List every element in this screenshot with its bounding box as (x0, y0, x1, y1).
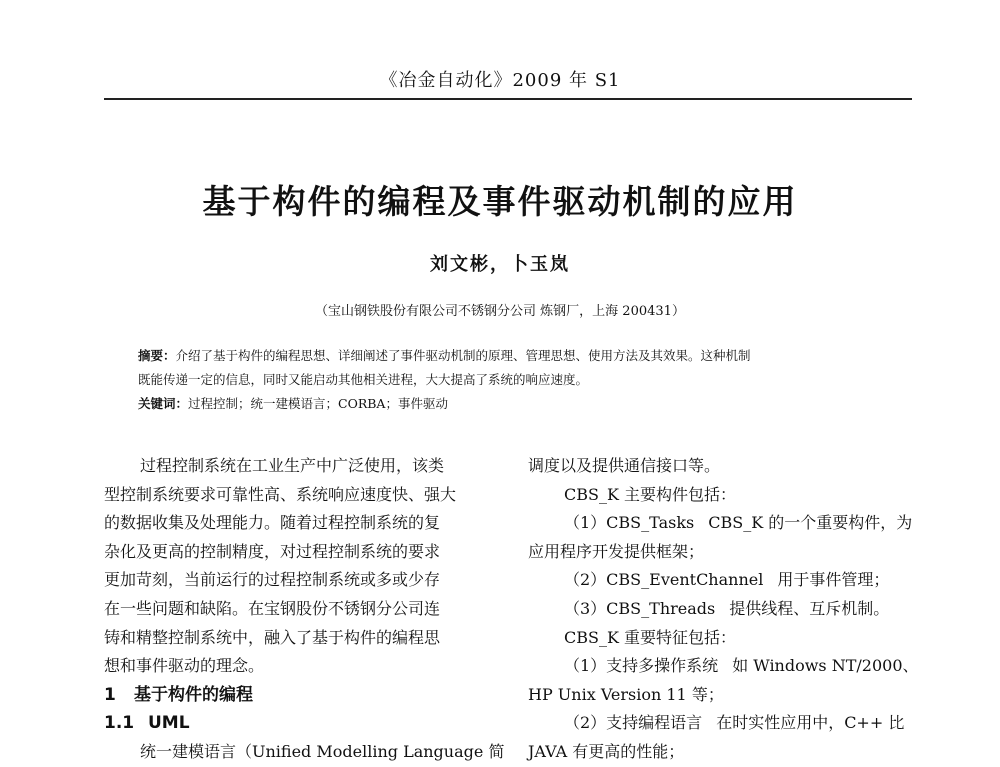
affiliation: （宝山钢铁股份有限公司不锈钢分公司 炼钢厂，上海 200431） (315, 304, 685, 319)
body-line (528, 652, 928, 681)
body-line: 型控制系统要求可靠性高、系统响应速度快、强大 (104, 484, 457, 504)
abstract-text-1: 介绍了基于构件的编程思想、详细阐述了事件驱动机制的原理、管理思想、使用方法及其效果。这种机制 (175, 348, 751, 363)
abstract-line-1 (138, 344, 898, 368)
body-line (528, 509, 928, 538)
item-term: （2）CBS_EventChannel (564, 570, 764, 590)
right-column (528, 452, 928, 767)
body-line: JAVA 有更高的性能； (528, 741, 685, 761)
body-line: CBS_K 主要构件包括： (564, 484, 737, 504)
body-line: 统一建模语言（Unified Modelling Language 简 (140, 741, 505, 761)
section-1-title: 基于构件的编程 (134, 684, 253, 705)
keywords-text: 过程控制；统一建模语言；CORBA；事件驱动 (188, 396, 448, 411)
left-column (104, 452, 505, 767)
item-desc: 在时实性应用中，C++ 比 (716, 713, 905, 733)
keywords-line (138, 392, 898, 416)
abstract-line-2: 既能传递一定的信息，同时又能启动其他相关进程，大大提高了系统的响应速度。 (138, 372, 589, 387)
body-line (528, 595, 928, 624)
body-line: 调度以及提供通信接口等。 (528, 456, 721, 475)
section-1-number: 1 (104, 684, 116, 705)
abstract (138, 344, 898, 416)
body-line (528, 709, 928, 738)
item-desc: CBS_K 的一个重要构件，为 (708, 513, 913, 533)
body-line: 杂化及更高的控制精度，对过程控制系统的要求 (104, 541, 441, 561)
item-term: （1）CBS_Tasks (564, 513, 695, 533)
body-line: CBS_K 重要特征包括： (564, 627, 737, 647)
section-1-heading (104, 681, 500, 710)
section-1-1-number: 1.1 (104, 713, 135, 734)
item-desc: 提供线程、互斥机制。 (729, 598, 890, 618)
authors: 刘文彬，卜玉岚 (430, 254, 570, 275)
item-term: （1）支持多操作系统 (564, 656, 719, 676)
body-line: 过程控制系统在工业生产中广泛使用，该类 (140, 456, 445, 475)
body-line: 更加苛刻，当前运行的过程控制系统或多或少存 (104, 570, 441, 590)
header-rule (104, 98, 912, 100)
item-term: （2）支持编程语言 (564, 713, 703, 733)
item-desc: 如 Windows NT/2000、 (732, 656, 919, 676)
journal-header: 《冶金自动化》2009 年 S1 (379, 70, 621, 91)
body-line (528, 566, 928, 595)
keywords-label: 关键词： (138, 396, 189, 411)
body-line: 想和事件驱动的理念。 (104, 656, 265, 676)
paper-title: 基于构件的编程及事件驱动机制的应用 (202, 182, 798, 221)
body-line: 的数据收集及处理能力。随着过程控制系统的复 (104, 513, 441, 533)
section-1-1-title: UML (148, 713, 190, 734)
body-line: 铸和精整控制系统中，融入了基于构件的编程思 (104, 627, 441, 647)
section-1-1-heading (104, 709, 500, 738)
body-line: 应用程序开发提供框架； (528, 541, 705, 561)
item-term: （3）CBS_Threads (564, 598, 716, 618)
item-desc: 用于事件管理； (777, 570, 890, 590)
abstract-label: 摘要： (138, 348, 176, 363)
body-line: HP Unix Version 11 等； (528, 684, 724, 704)
body-line: 在一些问题和缺陷。在宝钢股份不锈钢分公司连 (104, 598, 441, 618)
